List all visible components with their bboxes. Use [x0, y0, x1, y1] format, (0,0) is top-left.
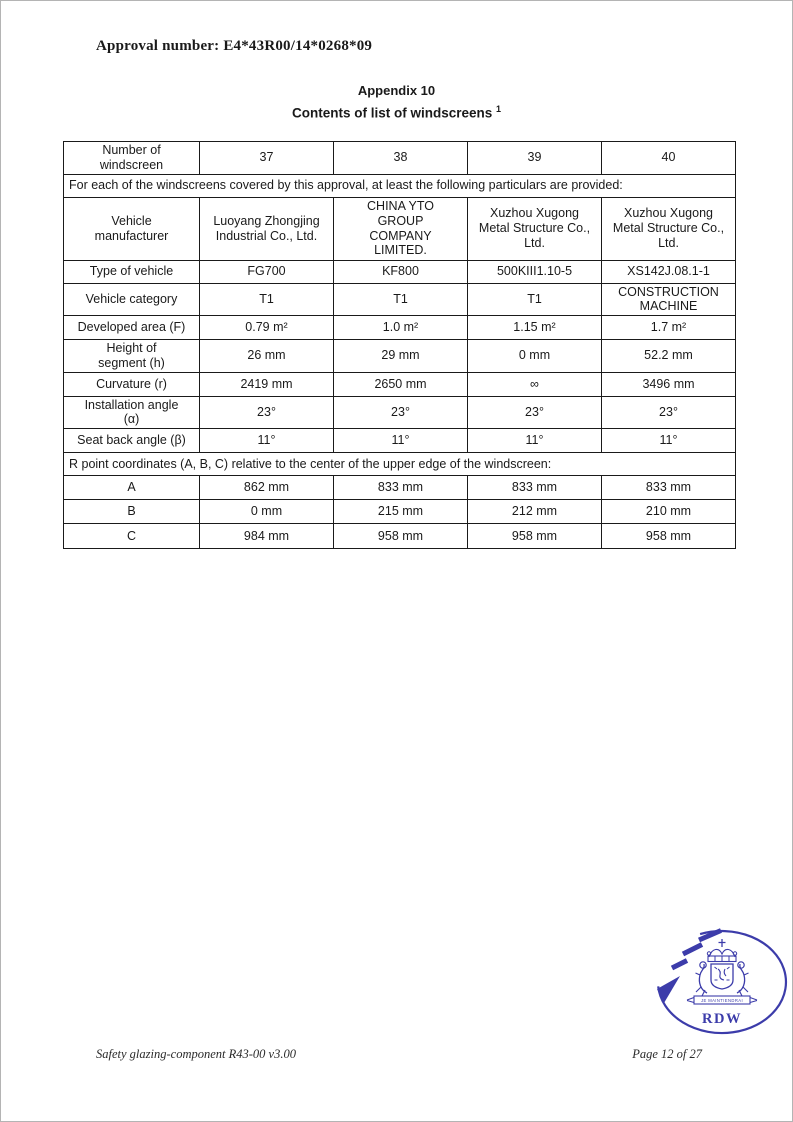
cell-text: CHINA YTO GROUP COMPANY LIMITED. [367, 199, 434, 258]
stamp-dash [672, 961, 687, 969]
cell-value: 958 mm [334, 524, 468, 549]
row-type-of-vehicle [64, 260, 736, 283]
cell-value [334, 197, 468, 260]
row-label-text: Vehicle manufacturer [94, 213, 169, 243]
r-point-note-row [64, 453, 736, 476]
row-label-text: Installation angle (α) [84, 397, 179, 427]
cell-value: 11° [602, 429, 736, 453]
column-header: 40 [602, 142, 736, 175]
row-label [64, 396, 200, 429]
row-coordinate-c [64, 524, 736, 549]
page-title-text: Contents of list of windscreens [291, 105, 493, 121]
cell-value: 0 mm [200, 500, 334, 524]
row-label: Curvature (r) [64, 372, 200, 396]
appendix-title: Appendix 10 [357, 83, 436, 98]
approval-number: E4*43R00/14*0268*09 [223, 38, 373, 54]
cell-value: 11° [468, 429, 602, 453]
cell-value: XS142J.08.1-1 [602, 260, 736, 283]
cell-value: T1 [334, 283, 468, 316]
rdw-stamp-icon [655, 927, 789, 1037]
title-footnote-marker: 1 [496, 104, 502, 114]
cell-value: T1 [468, 283, 602, 316]
page-footer [96, 1047, 702, 1062]
approval-label: Approval number: [96, 38, 220, 54]
row-label: Seat back angle (β) [64, 429, 200, 453]
cell-value: 1.0 m² [334, 316, 468, 340]
row-vehicle-manufacturer [64, 197, 736, 260]
row-label [64, 340, 200, 373]
cell-value: 500KIII1.10-5 [468, 260, 602, 283]
rdw-stamp-label: RDW [702, 1011, 742, 1027]
cell-value: FG700 [200, 260, 334, 283]
row-installation-angle [64, 396, 736, 429]
row-label: A [64, 476, 200, 500]
cell-value: 862 mm [200, 476, 334, 500]
cell-text: Xuzhou Xugong Metal Structure Co., Ltd. [612, 206, 725, 250]
cell-value: 0 mm [468, 340, 602, 373]
row-developed-area [64, 316, 736, 340]
cell-value: ∞ [468, 372, 602, 396]
cell-value: 215 mm [334, 500, 468, 524]
cell-value: 11° [334, 429, 468, 453]
cell-value: 1.7 m² [602, 316, 736, 340]
windscreens-table [63, 141, 736, 549]
cell-value: 833 mm [468, 476, 602, 500]
row-label: Type of vehicle [64, 260, 200, 283]
row-label: Vehicle category [64, 283, 200, 316]
cell-value: 11° [200, 429, 334, 453]
row-label: Developed area (F) [64, 316, 200, 340]
cell-value: 210 mm [602, 500, 736, 524]
cell-value [468, 197, 602, 260]
cell-value: 1.15 m² [468, 316, 602, 340]
row-curvature [64, 372, 736, 396]
cell-value [602, 197, 736, 260]
column-header: 38 [334, 142, 468, 175]
column-header: 39 [468, 142, 602, 175]
page-title [1, 104, 792, 121]
cell-value: 0.79 m² [200, 316, 334, 340]
stamp-dash [683, 945, 702, 955]
row-coordinate-a [64, 476, 736, 500]
cell-value: 833 mm [334, 476, 468, 500]
cell-value: 23° [200, 396, 334, 429]
row-height-of-segment [64, 340, 736, 373]
corner-header-label: Number of windscreen [99, 143, 164, 172]
cell-text: Luoyang Zhongjing Industrial Co., Ltd. [213, 213, 320, 243]
cell-value: 23° [468, 396, 602, 429]
approval-number-line [96, 38, 372, 55]
cell-value: KF800 [334, 260, 468, 283]
cell-text: Xuzhou Xugong Metal Structure Co., Ltd. [478, 206, 591, 250]
cell-value: 2650 mm [334, 372, 468, 396]
cell-value: 958 mm [468, 524, 602, 549]
particulars-note: For each of the windscreens covered by this approval, at least the following particulars are provided: [64, 174, 736, 197]
row-label-text: Height of segment (h) [98, 341, 165, 370]
cell-value: 958 mm [602, 524, 736, 549]
row-vehicle-category [64, 283, 736, 316]
cell-value: 2419 mm [200, 372, 334, 396]
table-header-row [64, 142, 736, 175]
row-label [64, 197, 200, 260]
cell-value: 52.2 mm [602, 340, 736, 373]
cell-value: 212 mm [468, 500, 602, 524]
corner-header-cell [64, 142, 200, 175]
cell-value: 3496 mm [602, 372, 736, 396]
row-seat-back-angle [64, 429, 736, 453]
footer-page-number: Page 12 of 27 [632, 1047, 702, 1061]
column-header: 37 [200, 142, 334, 175]
cell-value: 29 mm [334, 340, 468, 373]
r-point-note: R point coordinates (A, B, C) relative to the center of the upper edge of the windscreen: [64, 453, 736, 476]
row-label: C [64, 524, 200, 549]
row-label: B [64, 500, 200, 524]
cell-value: 23° [602, 396, 736, 429]
footer-document-name: Safety glazing-component R43-00 v3.00 [96, 1047, 296, 1061]
cell-value: T1 [200, 283, 334, 316]
cell-value [200, 197, 334, 260]
stamp-banner-text: JE MAINTIENDRAI [700, 997, 744, 1003]
row-coordinate-b [64, 500, 736, 524]
cell-value: 26 mm [200, 340, 334, 373]
cell-value: 833 mm [602, 476, 736, 500]
cell-value: 984 mm [200, 524, 334, 549]
note-row [64, 174, 736, 197]
cell-value: 23° [334, 396, 468, 429]
cell-value: CONSTRUCTION MACHINE [602, 283, 736, 316]
